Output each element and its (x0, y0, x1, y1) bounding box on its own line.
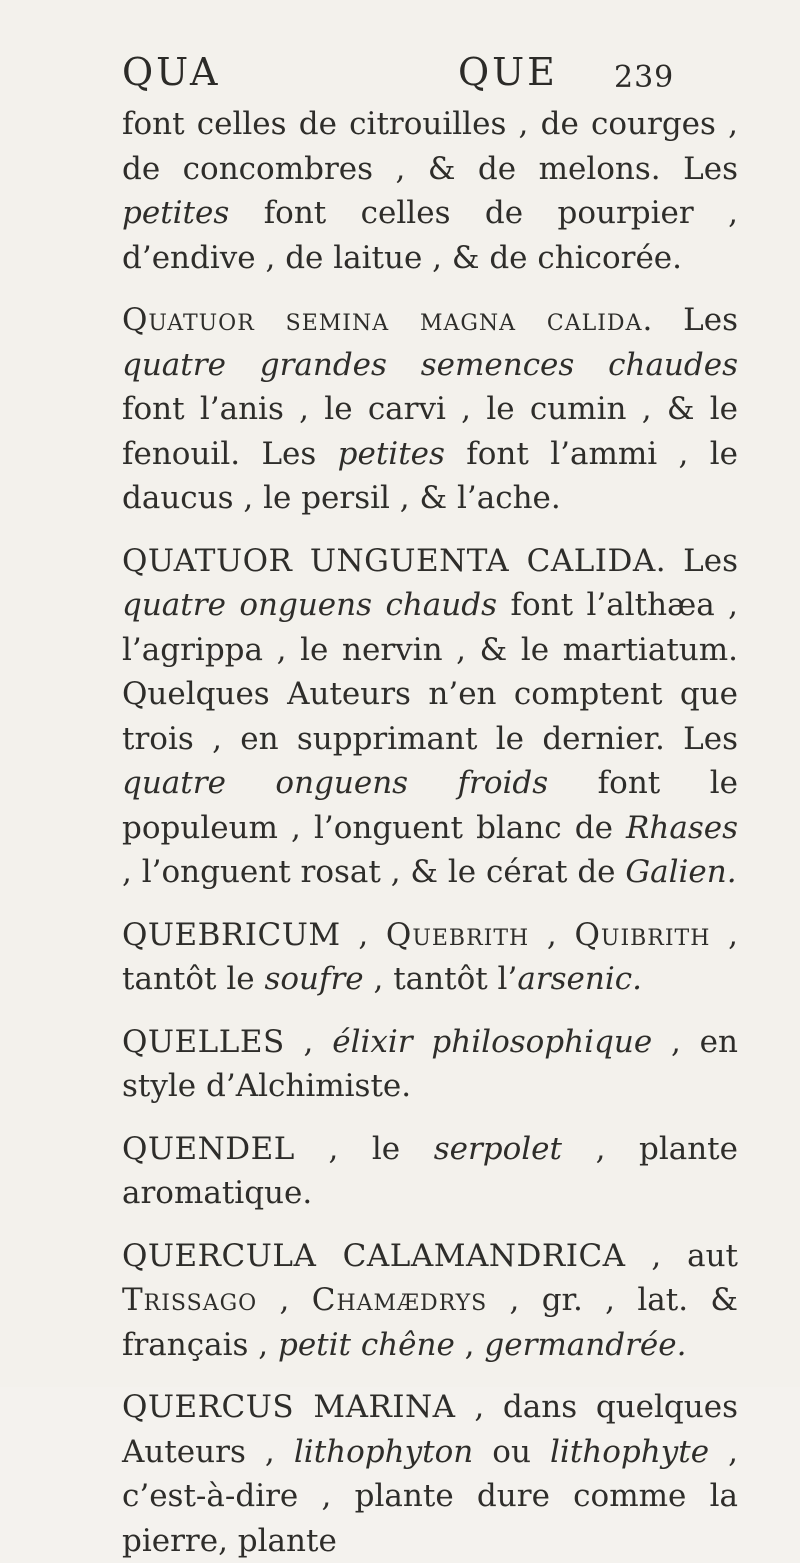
text-segment: , aut (625, 1237, 738, 1274)
text-segment: , (257, 1282, 312, 1318)
text-segment: font celles de citrouilles , de courges , de concombres , & de melons. Les (122, 106, 738, 187)
text-segment: , gr. , lat. & français , (122, 1282, 738, 1363)
italic-text: quatre onguens chauds (122, 587, 498, 623)
paragraph-p2 (122, 539, 738, 895)
italic-text: petites (122, 195, 230, 231)
italic-text: lithophyte (550, 1433, 710, 1470)
text-segment: , tantôt le (122, 916, 738, 997)
text-segment: , plante aromatique. (122, 1130, 738, 1211)
italic-text: arsenic. (517, 961, 642, 997)
headword-text: QUENDEL (122, 1130, 295, 1167)
small-caps-text: Quatuor semina magna calida. (122, 302, 654, 338)
italic-text: petit chêne (277, 1326, 455, 1363)
paragraph-p1 (122, 298, 738, 521)
text-segment: , (529, 916, 575, 953)
small-caps-text: Quibrith (574, 916, 711, 953)
italic-text: élixir philosophique (332, 1023, 653, 1060)
text-segment: , (340, 916, 386, 953)
paragraph-p7 (122, 1385, 738, 1563)
italic-text: serpolet (433, 1130, 562, 1167)
text-segment: , l’onguent rosat , & le cérat de (122, 854, 626, 890)
italic-text: germandrée. (484, 1326, 687, 1363)
paragraph-p6 (122, 1234, 738, 1368)
text-segment: font l’althæa , l’agrippa , le nervin , & le martiatum. Quelques Auteurs n’en comptent que trois , en supprimant le dernier. Les (122, 587, 738, 757)
text-segment: ou (473, 1433, 550, 1470)
headword-text: QUEBRICUM (122, 916, 341, 953)
running-head-left: QUA (122, 50, 221, 94)
paragraph-p0 (122, 102, 738, 280)
paragraph-p3 (122, 913, 738, 1002)
paragraph-p4 (122, 1020, 738, 1109)
text-segment: Les (653, 302, 738, 338)
italic-text: quatre onguens froids (122, 765, 549, 801)
text-segment: , en style d’Alchimiste. (122, 1023, 738, 1104)
headword-text: QUELLES (122, 1023, 285, 1060)
text-segment: font l’anis , le carvi , le cumin , & le fenouil. Les (122, 391, 738, 472)
page-number: 239 (614, 60, 675, 95)
italic-text: quatre grandes semences chaudes (122, 346, 738, 383)
text-segment: Les (666, 542, 739, 579)
text-segment: font l’ammi , le daucus , le persil , & l’ache. (122, 435, 738, 516)
headword-text: QUATUOR UNGUENTA CALIDA. (122, 542, 667, 579)
text-segment: , dans quelques Auteurs , (122, 1389, 738, 1470)
italic-text: Galien. (625, 854, 737, 890)
text-segment: font le populeum , l’onguent blanc de (122, 765, 738, 846)
small-caps-text: Trissago (122, 1282, 258, 1318)
small-caps-text: Chamædrys (311, 1282, 488, 1318)
running-head (122, 50, 738, 100)
small-caps-text: Quebrith (385, 916, 530, 953)
italic-text: soufre (264, 961, 364, 997)
text-segment: , le (294, 1130, 434, 1167)
italic-text: Rhases (626, 809, 738, 846)
headword-text: QUERCUS MARINA (122, 1389, 456, 1425)
text-segment: , tantôt l’ (363, 961, 518, 997)
text-segment: , c’est-à-dire , plante dure comme la pierre, plante (122, 1433, 738, 1559)
italic-text: petites (337, 435, 445, 472)
headword-text: QUERCULA CALAMANDRICA (122, 1237, 626, 1274)
running-head-right: QUE (458, 50, 558, 94)
paragraph-p5 (122, 1127, 738, 1216)
body-text (122, 102, 738, 1563)
text-segment: font celles de pourpier , d’endive , de laitue , & de chicorée. (122, 195, 738, 276)
text-segment: , (454, 1326, 485, 1363)
italic-text: lithophyton (293, 1433, 474, 1470)
text-segment: , (284, 1023, 333, 1060)
